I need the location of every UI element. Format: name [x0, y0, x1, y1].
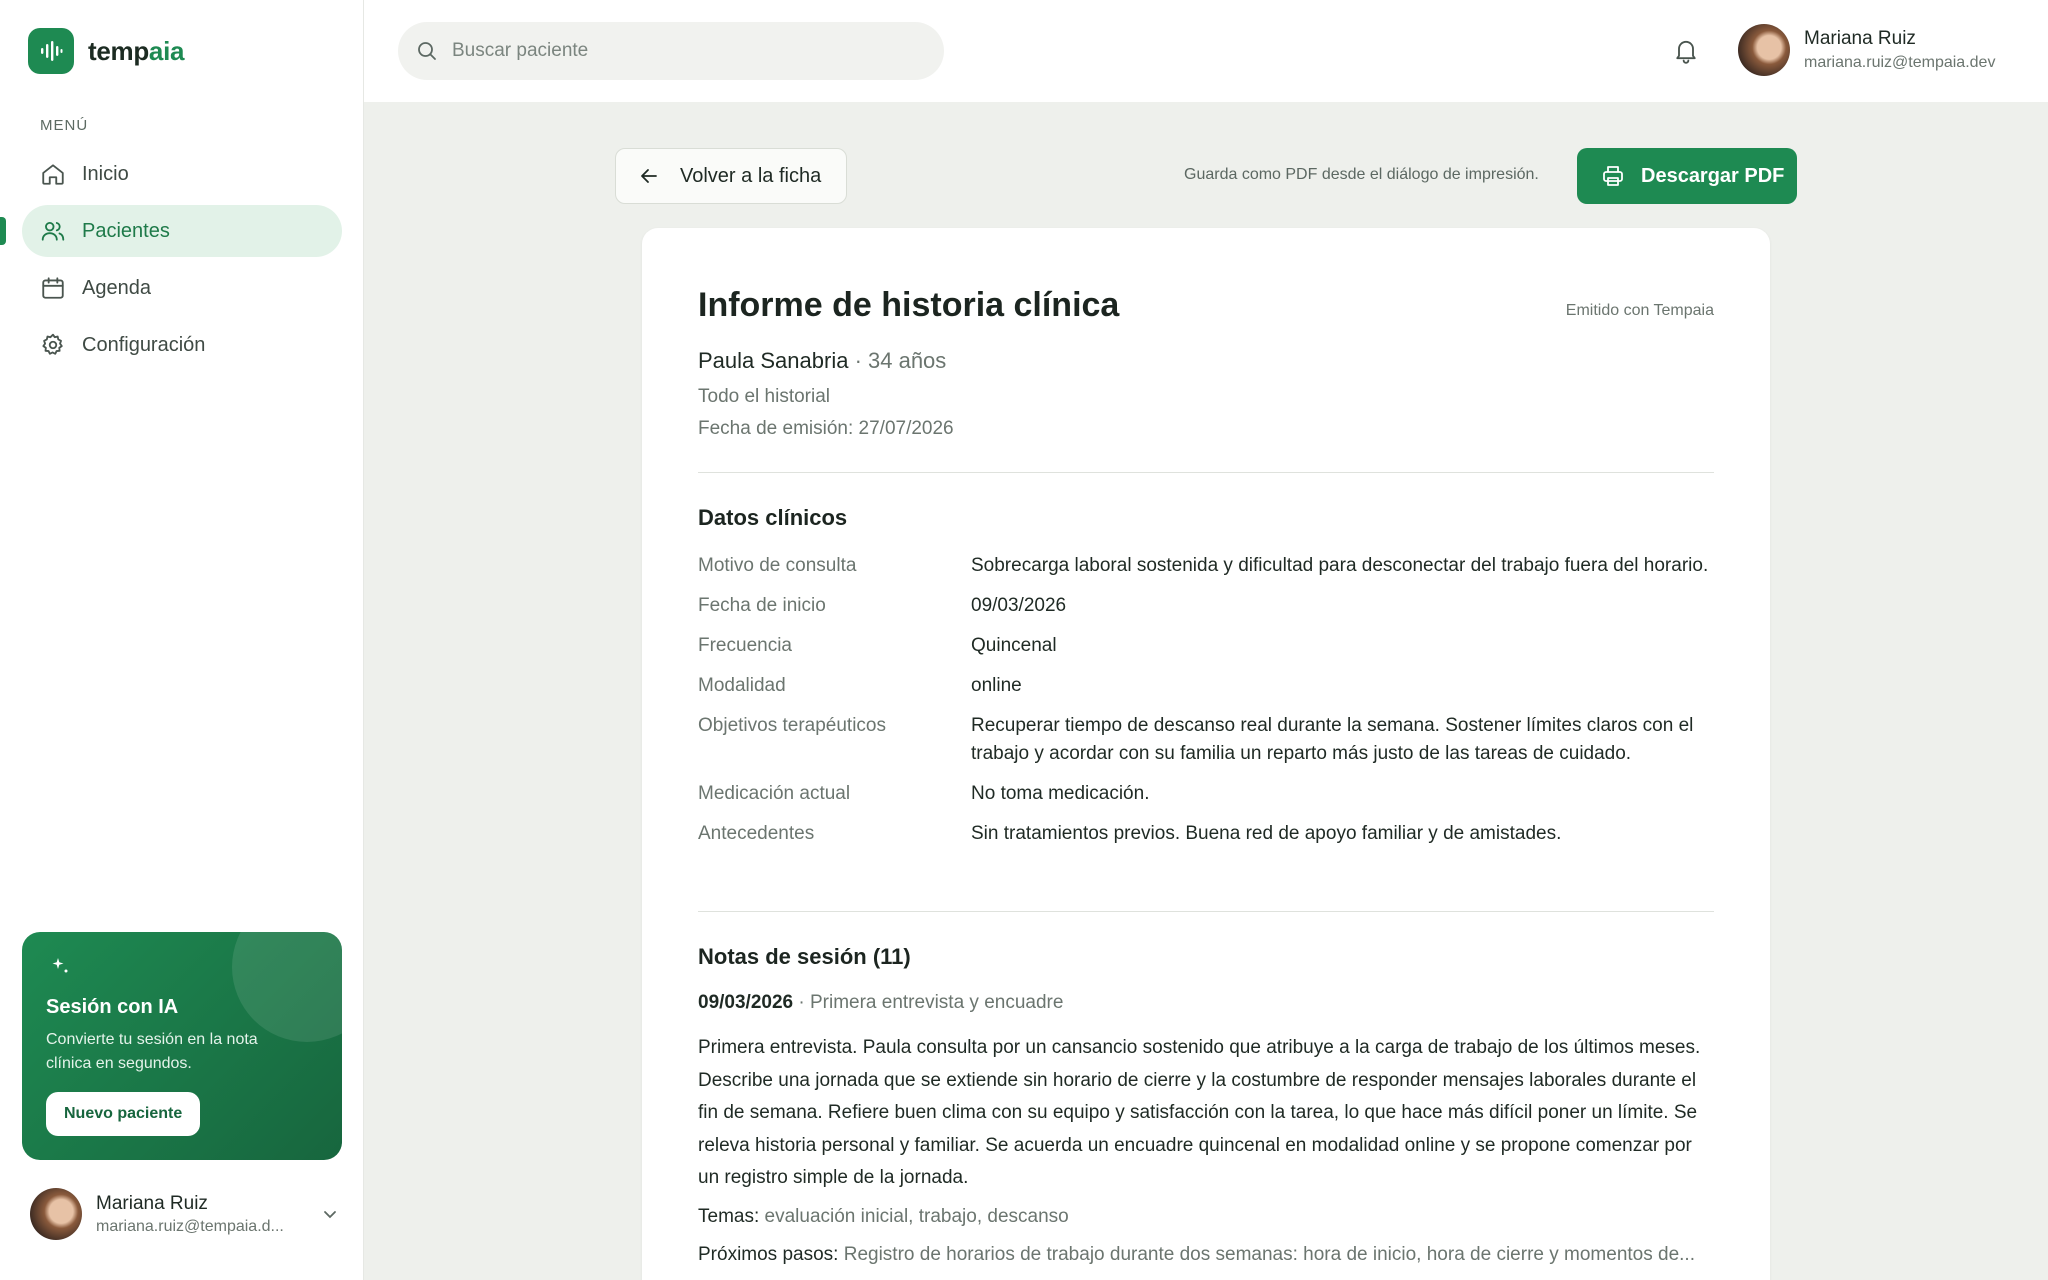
field-value: 09/03/2026 — [971, 595, 1067, 616]
clinical-row — [698, 672, 1714, 700]
sidebar-item-agenda[interactable] — [22, 262, 342, 314]
field-value: No toma medicación. — [971, 783, 1150, 804]
printer-icon — [1601, 164, 1625, 188]
print-hint: Guarda como PDF desde el diálogo de impresión. — [1184, 166, 1539, 183]
logo-text: tempaia — [88, 35, 185, 66]
note-topics — [698, 1206, 1069, 1228]
sidebar-item-inicio[interactable] — [22, 148, 342, 200]
clinical-data-list — [698, 552, 1714, 860]
clinical-data-title: Datos clínicos — [698, 505, 848, 530]
report-scope: Todo el historial — [698, 386, 831, 407]
app-logo[interactable] — [28, 28, 184, 74]
emitted-by: Emitido con Tempaia — [1565, 302, 1714, 319]
sidebar-item-label: Pacientes — [82, 219, 170, 242]
field-label: Modalidad — [698, 675, 786, 696]
field-value: Recuperar tiempo de descanso real durante la semana. Sostener límites claros con el trabajo y acordar con su familia un reparto más justo de las tareas de cuidado. — [971, 715, 1694, 764]
field-label: Medicación actual — [698, 783, 851, 804]
field-label: Frecuencia — [698, 635, 792, 656]
clinical-row — [698, 552, 1714, 580]
back-to-record-button[interactable] — [615, 148, 847, 204]
chevron-down-icon[interactable] — [320, 1204, 340, 1224]
clinical-row — [698, 632, 1714, 660]
divider — [698, 472, 1714, 473]
field-value: Quincenal — [971, 635, 1057, 656]
note-header — [698, 992, 1063, 1014]
download-pdf-button[interactable] — [1577, 148, 1797, 204]
field-value: Sin tratamientos previos. Buena red de apoyo familiar y de amistades. — [971, 823, 1562, 844]
sidebar-item-pacientes[interactable] — [22, 205, 342, 257]
note-next-steps — [698, 1240, 1714, 1270]
patient-line — [698, 348, 946, 374]
sidebar-user-menu[interactable] — [30, 1188, 340, 1240]
home-icon — [40, 161, 66, 187]
search-box[interactable] — [398, 22, 944, 80]
clinical-row — [698, 780, 1714, 808]
patient-age: · 34 años — [848, 348, 947, 373]
patient-name: Paula Sanabria — [698, 348, 849, 373]
note-date: 09/03/2026 — [698, 992, 794, 1013]
user-email: mariana.ruiz@tempaia.d... — [96, 1217, 284, 1235]
top-bar — [364, 0, 2048, 102]
sidebar-item-configuracion[interactable] — [22, 319, 342, 371]
clinical-row — [698, 820, 1714, 848]
clinical-row — [698, 712, 1714, 768]
field-label: Fecha de inicio — [698, 595, 826, 616]
search-icon — [416, 40, 438, 62]
note-type: · Primera entrevista y encuadre — [793, 992, 1064, 1013]
ai-session-promo — [22, 932, 342, 1160]
field-value: Sobrecarga laboral sostenida y dificultad para desconectar del trabajo fuera del horario. — [971, 555, 1709, 576]
sidebar-nav — [22, 148, 342, 376]
avatar — [1738, 24, 1790, 76]
field-value: online — [971, 675, 1022, 696]
topics-value: evaluación inicial, trabajo, descanso — [759, 1206, 1069, 1227]
back-button-label: Volver a la ficha — [680, 164, 822, 187]
user-name: Mariana Ruiz — [96, 1192, 208, 1214]
sidebar-item-label: Configuración — [82, 333, 206, 356]
top-user-profile[interactable] — [1738, 24, 1995, 76]
user-email: mariana.ruiz@tempaia.dev — [1804, 54, 1996, 71]
search-input[interactable] — [452, 40, 912, 62]
arrow-left-icon — [638, 165, 660, 187]
avatar — [30, 1188, 82, 1240]
download-pdf-label: Descargar PDF — [1641, 164, 1785, 187]
promo-decoration — [232, 932, 342, 1042]
calendar-icon — [40, 275, 66, 301]
menu-label: MENÚ — [40, 117, 89, 134]
next-steps-value: Registro de horarios de trabajo durante dos semanas: hora de inicio, hora de cierre y momentos de... — [838, 1244, 1695, 1265]
field-label: Antecedentes — [698, 823, 815, 844]
field-label: Motivo de consulta — [698, 555, 857, 576]
note-body: Primera entrevista. Paula consulta por un cansancio sostenido que atribuye a la carga de trabajo de los últimos meses. Describe una jornada que se extiende sin horario de cierre y la costumbre de responder mensajes laborales durante el fin de semana. Refiere buen clima con su equipo y satisfacción con la tarea, lo que hace más difícil poner un límite. Se releva historia personal y familiar. Se acuerda un encuadre quincenal en modalidad online y se propone comenzar por un registro simple de la jornada. — [698, 1037, 1701, 1188]
new-patient-button[interactable]: Nuevo paciente — [46, 1092, 200, 1136]
topics-label: Temas: — [698, 1206, 760, 1227]
promo-title: Sesión con IA — [46, 996, 179, 1018]
report-card — [642, 228, 1770, 1280]
issue-date: Fecha de emisión: 27/07/2026 — [698, 418, 954, 439]
session-notes-title: Notas de sesión (11) — [698, 944, 911, 969]
bell-icon[interactable] — [1672, 36, 1700, 64]
promo-description: Convierte tu sesión en la nota clínica en segundos. — [46, 1031, 258, 1072]
user-name: Mariana Ruiz — [1804, 28, 1916, 49]
next-steps-label: Próximos pasos: — [698, 1244, 839, 1265]
divider — [698, 911, 1714, 912]
sidebar-item-label: Inicio — [82, 162, 129, 185]
sparkle-icon — [50, 956, 72, 978]
clinical-row — [698, 592, 1714, 620]
users-icon — [40, 218, 66, 244]
report-title: Informe de historia clínica — [698, 286, 1120, 324]
sidebar-item-label: Agenda — [82, 276, 151, 299]
sidebar — [0, 0, 364, 1280]
gear-icon — [40, 332, 66, 358]
waveform-icon — [28, 28, 74, 74]
field-label: Objetivos terapéuticos — [698, 715, 886, 736]
